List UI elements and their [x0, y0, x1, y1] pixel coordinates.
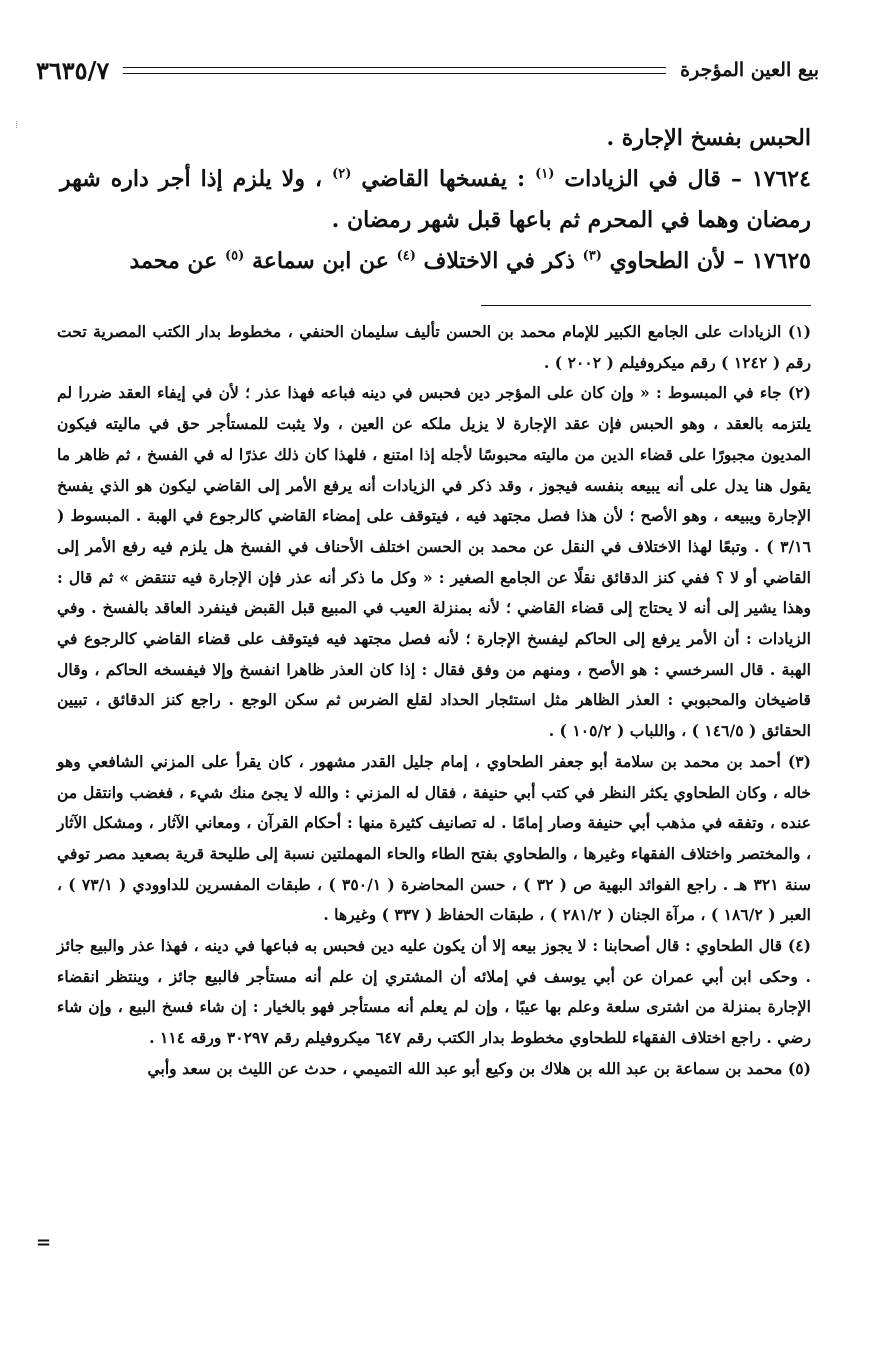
paragraph-17625	[60, 241, 811, 282]
footnote-ref-3[interactable]: (٣)	[582, 248, 602, 264]
footnote-ref-4[interactable]: (٤)	[396, 248, 416, 264]
footnotes	[57, 317, 811, 1085]
footnote-3: (٣) أحمد بن محمد بن سلامة أبو جعفر الطحاوي ، إمام جليل القدر مشهور ، كان يقرأ على المزني الشافعي وهو خاله ، وكان الطحاوي يكثر النظر في كتب أبي حنيفة ، فقال له المزني : والله لا يجئ منك شيء ، فغضب وانتقل من عنده ، وتفقه في مذهب أبي حنيفة وصار إمامًا . له تصانيف كثيرة منها : أحكام القرآن ، ومعاني الآثار ، ومشكل الآثار ، والمختصر واختلاف الفقهاء وغيرها ، والطحاوي بفتح الطاء والحاء المهملتين نسبة إلى طليحة قرية بصعيد مصر توفي سنة ٣٢١ هـ . راجع الفوائد البهية ص ( ٣٢ ) ، حسن المحاضرة ( ٣٥٠/١ ) ، طبقات المفسرين للداوودي ( ٧٣/١ ) ، العبر ( ١٨٦/٢ ) ، مرآة الجنان ( ٢٨١/٢ ) ، طبقات الحفاظ ( ٣٣٧ ) وغيرها .	[57, 751, 812, 925]
footnote-ref-1[interactable]: (١)	[535, 166, 555, 182]
text-segment: : يفسخها القاضي	[361, 166, 526, 192]
footnote-2: (٢) جاء في المبسوط : « وإن كان على المؤجر دين فحبس في دينه فباعه فهذا عذر ؛ لأن في إيفاء العقد ضررا لم يلتزمه بالعقد ، وهو الحبس فإن عقد الإجارة لا يزيل ملكه عن العين ، ولا يثبت للمستأجر حق في ماليته فيكون المديون مجبورًا على قضاء الدين من ماليته محبوسًا لأجله إذا امتنع ، فلهذا كان ذلك عذرًا له في الفسخ ، ثم ظاهر ما يقول هنا يدل على أنه يبيعه بنفسه فيجوز ، وقد ذكر في الزيادات أنه يرفع الأمر إلى القاضي ليكون هو الذي يفسخ الإجارة ويبيعه ، وهو الأصح ؛ لأن هذا فصل مجتهد فيه ، فيتوقف على إمضاء القاضي كالرجوع في الهبة . المبسوط ( ٣/١٦ ) . وتبعًا لهذا الاختلاف في النقل عن محمد بن الحسن اختلف الأحناف في الفسخ هل يلزم فيه رفع الأمر إلى القاضي أو لا ؟ ففي كنز الدقائق نقلًا عن الجامع الصغير : « وكل ما ذكر أنه عذر فإن الإجارة فيه تنتقض » ثم قال : وهذا يشير إلى أنه لا يحتاج إلى قضاء القاضي ؛ لأنه بمنزلة العيب في المبيع قبل القبض فينفرد العاقد بالفسخ . وفي الزيادات : أن الأمر يرفع إلى الحاكم ليفسخ الإجارة ؛ لأنه فصل مجتهد فيه فيتوقف على قضاء القاضي كالرجوع في الهبة . قال السرخسي : هو الأصح ، ومنهم من وفق فقال : إذا كان العذر ظاهرا انفسخ وإلا فيفسخه الحاكم ، وقال قاضيخان والمحبوبي : العذر الظاهر مثل استئجار الحداد لقلع الضرس ثم سكن الوجع . راجع كنز الدقائق ، تبيين الحقائق ( ١٤٦/٥ ) ، واللباب ( ١٠٥/٢ ) .	[57, 383, 811, 741]
footnote-separator	[481, 305, 811, 306]
text-segment: – لأن الطحاوي	[609, 248, 745, 274]
footnote-ref-2[interactable]: (٢)	[332, 166, 352, 182]
paragraph-17624	[60, 159, 811, 241]
running-header	[36, 50, 819, 90]
footnote-5: (٥) محمد بن سماعة بن عبد الله بن هلاك بن وكيع أبو عبد الله التميمي ، حدث عن الليث بن سعد وأبي	[147, 1058, 811, 1078]
binding-mark: ⁞	[15, 120, 18, 131]
paragraph-number: ١٧٦٢٥	[751, 248, 811, 274]
footnote-4: (٤) قال الطحاوي : قال أصحابنا : لا يجوز بيعه إلا أن يكون عليه دين فحبس به فباعها في دينه ، فهذا عذر والبيع جائز . وحكى ابن أبي عمران عن أبي يوسف في إملائه أن المشتري إن علم أنه مستأجر فالبيع جائز ، وينتظر انقضاء الإجارة بمنزلة من اشترى سلعة وعلم بها عيبًا ، وإن لم يعلم أنه مستأجر فهو بالخيار : إن شاء فسخ البيع ، وإن شاء رضي . راجع اختلاف الفقهاء للطحاوي مخطوط بدار الكتب رقم ٦٤٧ ميكروفيلم رقم ٣٠٢٩٧ ورقه ١١٤ .	[57, 936, 811, 1048]
text-segment: عن ابن سماعة	[251, 248, 389, 274]
text-segment: عن محمد	[129, 248, 218, 274]
footnote-1: (١) الزيادات على الجامع الكبير للإمام محمد بن الحسن تأليف سليمان الحنفي ، مخطوط بدار الكتب المصرية تحت رقم ( ١٢٤٢ ) رقم ميكروفيلم ( ٢٠٠٢ ) .	[57, 322, 811, 372]
text-segment: ذكر في الاختلاف	[423, 248, 575, 274]
main-text	[60, 118, 811, 282]
continuation-mark: =	[36, 1232, 52, 1253]
footnote-ref-5[interactable]: (٥)	[224, 248, 245, 264]
chapter-title: بيع العين المؤجرة	[680, 59, 819, 81]
text-segment: – قال في الزيادات	[564, 166, 742, 192]
page-number: ٣٦٣٥/٧	[36, 55, 110, 85]
paragraph-number: ١٧٦٢٤	[751, 166, 811, 192]
text-segment: ، ولا يلزم إذا أجر داره شهر رمضان وهما في المحرم ثم باعها قبل شهر رمضان .	[60, 166, 811, 233]
header-rule	[123, 67, 666, 74]
text-line: الحبس بفسخ الإجارة .	[606, 125, 811, 151]
